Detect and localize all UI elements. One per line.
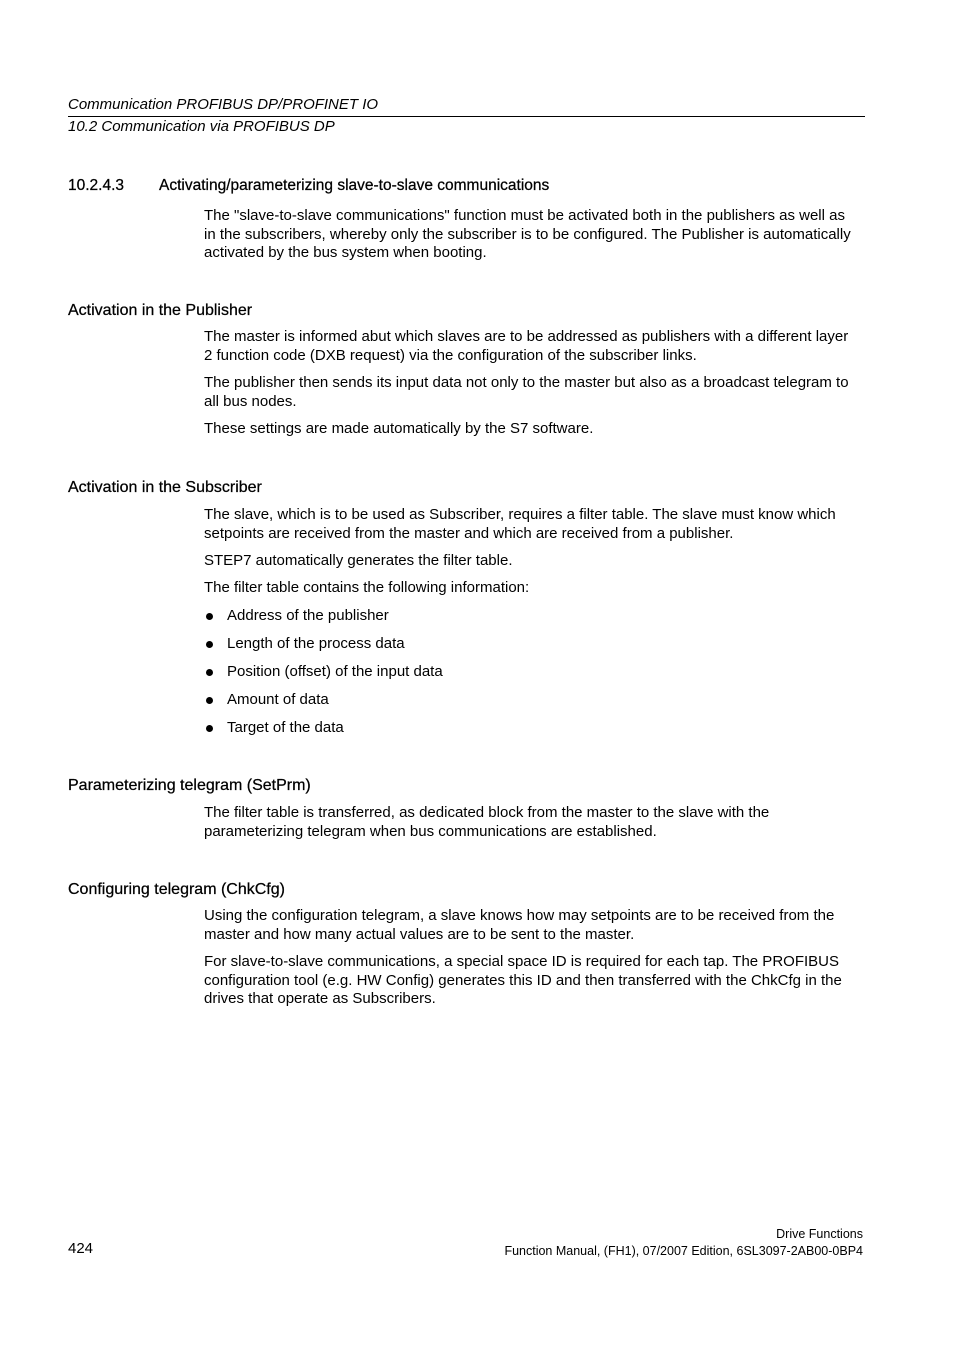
bullet-icon (206, 613, 213, 620)
footer-edition: Function Manual, (FH1), 07/2007 Edition, 6SL3097-2AB00-0BP4 (504, 1244, 863, 1258)
subscriber-heading: Activation in the Subscriber (68, 479, 262, 496)
list-item: Position (offset) of the input data (204, 662, 443, 690)
page-number: 424 (68, 1240, 94, 1257)
bullet-icon (206, 669, 213, 676)
filter-table-list (204, 606, 443, 746)
subscriber-paragraph-3: The filter table contains the following information: (204, 579, 530, 596)
section-title: Activating/parameterizing slave-to-slave communications (159, 177, 550, 194)
setprm-paragraph-1: The filter table is transferred, as dedicated block from the master to the slave with the parameterizing telegram when bus communications are established. (204, 804, 770, 840)
header-chapter: Communication PROFIBUS DP/PROFINET IO (68, 96, 379, 113)
publisher-heading: Activation in the Publisher (68, 302, 253, 319)
bullet-icon (206, 641, 213, 648)
chkcfg-heading: Configuring telegram (ChkCfg) (68, 881, 285, 898)
chkcfg-paragraph-1: Using the configuration telegram, a slave knows how may setpoints are to be received from the master and how many actual values are to be sent to the master. (204, 907, 835, 943)
section-intro: The "slave-to-slave communications" function must be activated both in the publishers as well as in the subscribers, whereby only the subscriber is to be configured. The Publisher is automatically activated by the bus system when booting. (204, 207, 851, 261)
list-item: Target of the data (204, 718, 443, 746)
list-item: Amount of data (204, 690, 443, 718)
running-header (68, 95, 865, 137)
list-item: Address of the publisher (204, 606, 443, 634)
bullet-icon (206, 725, 213, 732)
subscriber-paragraph-2: STEP7 automatically generates the filter table. (204, 552, 513, 569)
chkcfg-paragraph-2: For slave-to-slave communications, a special space ID is required for each tap. The PROFIBUS configuration tool (e.g. HW Config) generates this ID and then transferred with the ChkCfg in the drives that operate as Subscribers. (204, 953, 842, 1007)
section-heading (68, 177, 549, 195)
publisher-paragraph-2: The publisher then sends its input data not only to the master but also as a broadcast telegram to all bus nodes. (204, 374, 849, 410)
bullet-icon (206, 697, 213, 704)
header-section: 10.2 Communication via PROFIBUS DP (68, 118, 335, 135)
header-rule (68, 116, 865, 117)
publisher-paragraph-1: The master is informed abut which slaves are to be addressed as publishers with a different layer 2 function code (DXB request) via the configuration of the subscriber links. (204, 328, 849, 364)
list-item: Length of the process data (204, 634, 443, 662)
publisher-paragraph-3: These settings are made automatically by the S7 software. (204, 420, 594, 437)
section-number: 10.2.4.3 (68, 177, 125, 194)
subscriber-paragraph-1: The slave, which is to be used as Subscriber, requires a filter table. The slave must know which setpoints are received from the master and which are received from a publisher. (204, 506, 836, 542)
setprm-heading: Parameterizing telegram (SetPrm) (68, 777, 311, 794)
footer-title: Drive Functions (776, 1227, 863, 1241)
